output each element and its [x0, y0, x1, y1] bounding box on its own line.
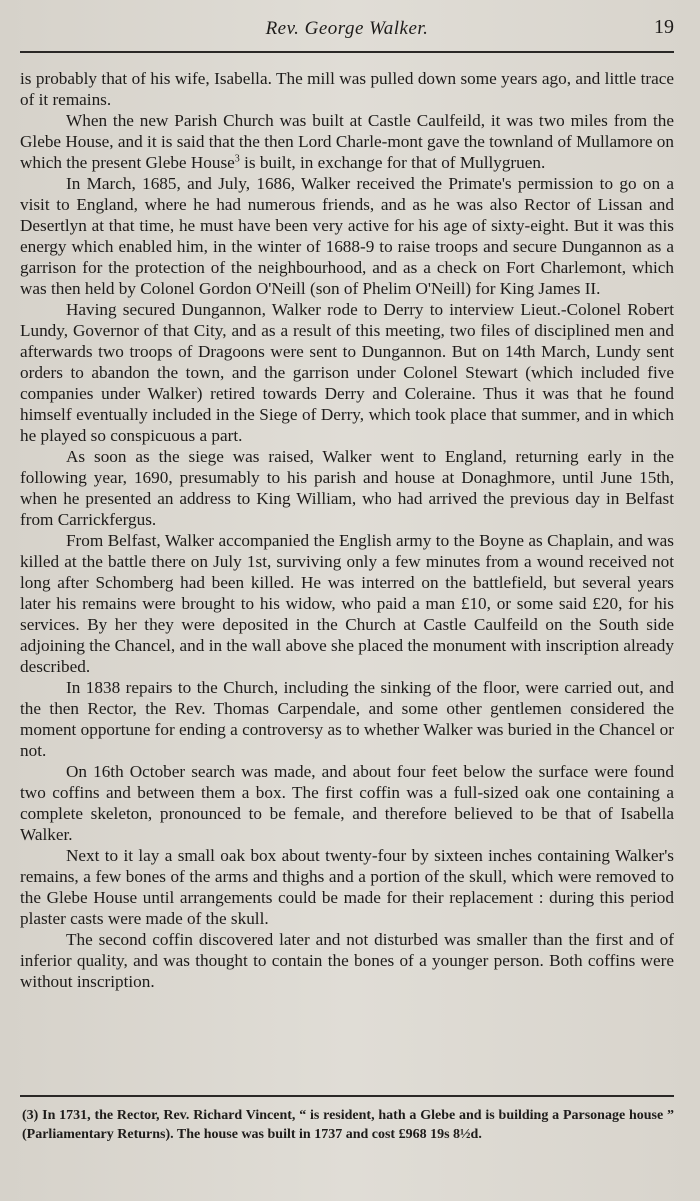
paragraph: In 1838 repairs to the Church, including the sinking of the floor, were carried out, and the then Rector, the Rev. Thomas Carpendale, and some other gentlemen considered the moment opportune for ending a controversy as to whether Walker was buried in the Chancel or not. [20, 678, 674, 760]
paragraph-text: is built, in exchange for that of Mullygruen. [244, 153, 546, 172]
paragraph: As soon as the siege was raised, Walker went to England, returning early in the following year, 1690, presumably to his parish and house at Donaghmore, until June 15th, when he presented an address to King William, who had arrived the previous day in Belfast from Carrickfergus. [20, 447, 674, 529]
paragraph: Next to it lay a small oak box about twenty-four by sixteen inches containing Walker's remains, a few bones of the arms and thighs and a portion of the skull, which were removed to the Glebe House until arrangements could be made for their replacement : during this period plaster casts were made of the skull. [20, 846, 674, 928]
footnote-reference: 3 [234, 153, 240, 165]
paragraph: On 16th October search was made, and about four feet below the surface were found two coffins and between them a box. The first coffin was a full-sized oak one containing a complete skeleton, pronounced to be female, and therefore believed to be that of Isabella Walker. [20, 762, 674, 844]
paragraph [20, 110, 674, 173]
page-number: 19 [654, 16, 674, 38]
paragraph: The second coffin discovered later and not disturbed was smaller than the first and of inferior quality, and was thought to contain the bones of a younger person. Both coffins were without inscription. [20, 930, 674, 991]
footnote: (3) In 1731, the Rector, Rev. Richard Vincent, “ is resident, hath a Glebe and is building a Parsonage house ” (Parliamentary Returns). The house was built in 1737 and cost £968 19s 8½d. [22, 1108, 674, 1142]
paragraph: Having secured Dungannon, Walker rode to Derry to interview Lieut.-Colonel Robert Lundy, Governor of that City, and as a result of this meeting, two files of disciplined men and afterwards two troops of Dragoons were sent to Dungannon. But on 14th March, Lundy sent orders to abandon the town, and the garrison under Colonel Stewart (which included five companies under Walker) retired towards Derry and Coleraine. Thus it was that he found himself eventually included in the Siege of Derry, which took place that summer, and in which he played so conspicuous a part. [20, 300, 674, 445]
header-rule [20, 51, 674, 53]
paragraph: is probably that of his wife, Isabella. The mill was pulled down some years ago, and little trace of it remains. [20, 69, 674, 109]
body-text [20, 68, 674, 992]
footnote-rule [20, 1095, 674, 1097]
paragraph: From Belfast, Walker accompanied the English army to the Boyne as Chaplain, and was killed at the battle there on July 1st, surviving only a few minutes from a wound received not long after Schomberg had been killed. He was interred on the battlefield, but several years later his remains were brought to his widow, who paid a man £10, or some said £20, for his services. By her they were deposited in the Church at Castle Caulfeild on the South side adjoining the Chancel, and in the wall above she placed the monument with inscription already described. [20, 531, 674, 676]
page-header [20, 16, 674, 44]
running-title: Rev. George Walker. [265, 18, 429, 39]
paragraph-text: When the new Parish Church was built at Castle Caulfeild, it was two miles from the Glebe House, and it is said that the then Lord Charle-mont gave the townland of Mullamore on which the present Glebe House [20, 111, 674, 172]
paragraph: In March, 1685, and July, 1686, Walker received the Primate's permission to go on a visit to England, where he had numerous friends, and as he was also Rector of Lissan and Desertlyn at that time, he must have been very active for his age of sixty-eight. But it was this energy which enabled him, in the winter of 1688-9 to raise troops and secure Dungannon as a garrison for the protection of the neighbourhood, and as a check on Fort Charlemont, which was then held by Colonel Gordon O'Neill (son of Phelim O'Neill) for King James II. [20, 174, 674, 298]
